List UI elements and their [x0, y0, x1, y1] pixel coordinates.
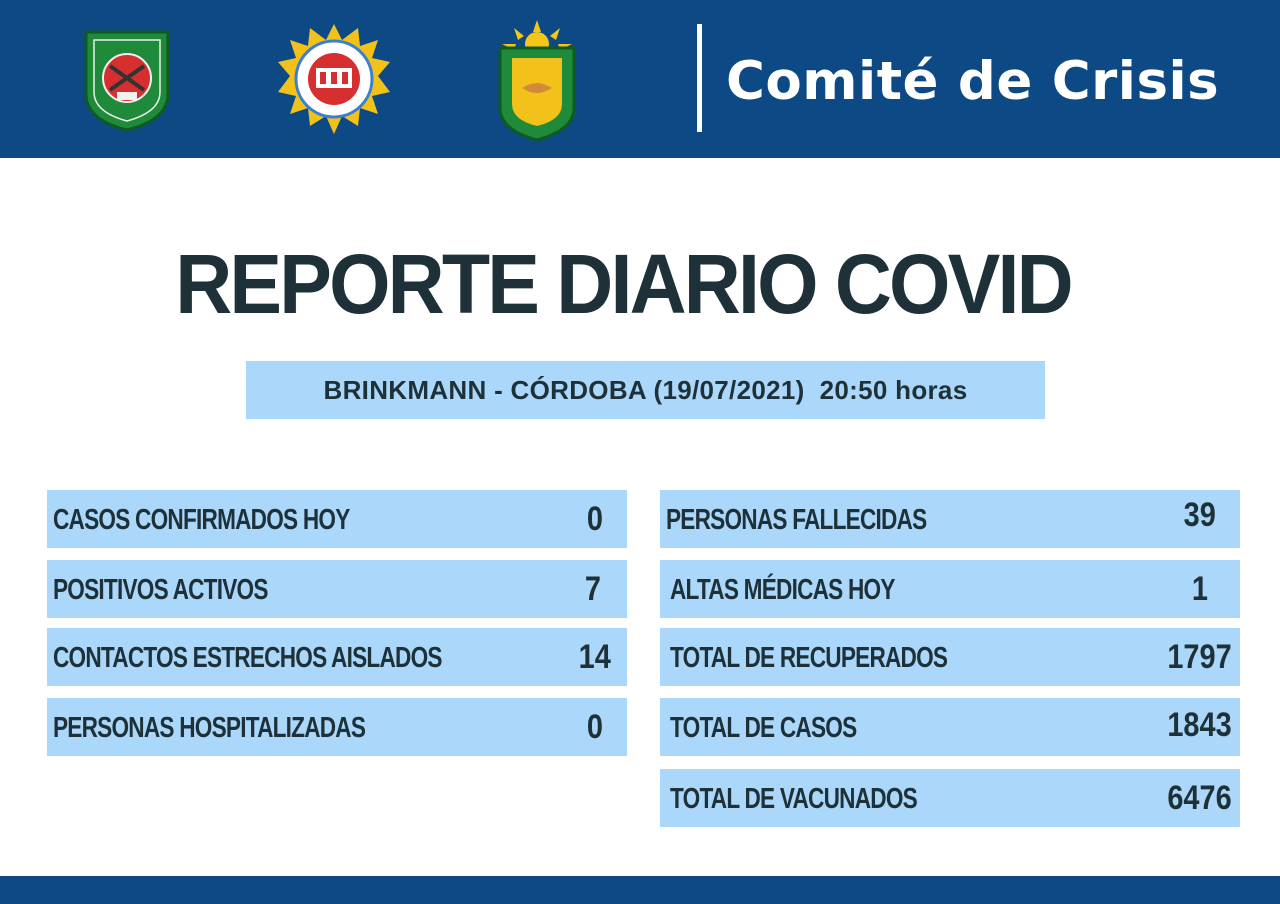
stat-label: PERSONAS HOSPITALIZADAS [53, 712, 366, 744]
escudo-logo-icon [494, 18, 580, 142]
stat-label: TOTAL DE RECUPERADOS [670, 642, 948, 674]
stat-value: 39 [1183, 496, 1216, 534]
stat-value: 0 [586, 500, 603, 538]
stat-contactos-estrechos-aislados [47, 628, 627, 686]
stat-value: 1843 [1167, 706, 1232, 744]
location-date-text: BRINKMANN - CÓRDOBA (19/07/2021) 20:50 horas [323, 375, 968, 405]
stat-total-de-casos [660, 698, 1240, 756]
stat-personas-fallecidas [660, 490, 1240, 548]
stat-casos-confirmados-hoy [47, 490, 627, 548]
stat-label: POSITIVOS ACTIVOS [53, 574, 268, 606]
stat-personas-hospitalizadas [47, 698, 627, 756]
stat-value: 0 [586, 708, 603, 746]
stat-total-de-recuperados [660, 628, 1240, 686]
location-date-box [246, 361, 1045, 419]
stat-label: ALTAS MÉDICAS HOY [670, 574, 895, 606]
stat-total-de-vacunados [660, 769, 1240, 827]
stat-label: CASOS CONFIRMADOS HOY [53, 504, 350, 536]
report-title: REPORTE DIARIO COVID [175, 237, 1071, 331]
stat-value: 14 [578, 638, 611, 676]
stat-label: CONTACTOS ESTRECHOS AISLADOS [53, 642, 442, 674]
stat-value: 1797 [1167, 638, 1232, 676]
stat-altas-medicas-hoy [660, 560, 1240, 618]
bomberos-logo-icon [80, 28, 174, 134]
stat-label: TOTAL DE CASOS [670, 712, 857, 744]
stat-label: PERSONAS FALLECIDAS [666, 504, 927, 536]
header-divider [697, 24, 702, 132]
stat-value: 1 [1191, 570, 1208, 608]
stat-value: 6476 [1167, 779, 1232, 817]
header-title: Comité de Crisis [726, 51, 1220, 112]
stat-positivos-activos [47, 560, 627, 618]
policia-logo-icon [276, 22, 392, 138]
footer-bar [0, 876, 1280, 904]
header-banner [0, 0, 1280, 158]
stat-label: TOTAL DE VACUNADOS [670, 783, 917, 815]
stat-value: 7 [584, 570, 601, 608]
